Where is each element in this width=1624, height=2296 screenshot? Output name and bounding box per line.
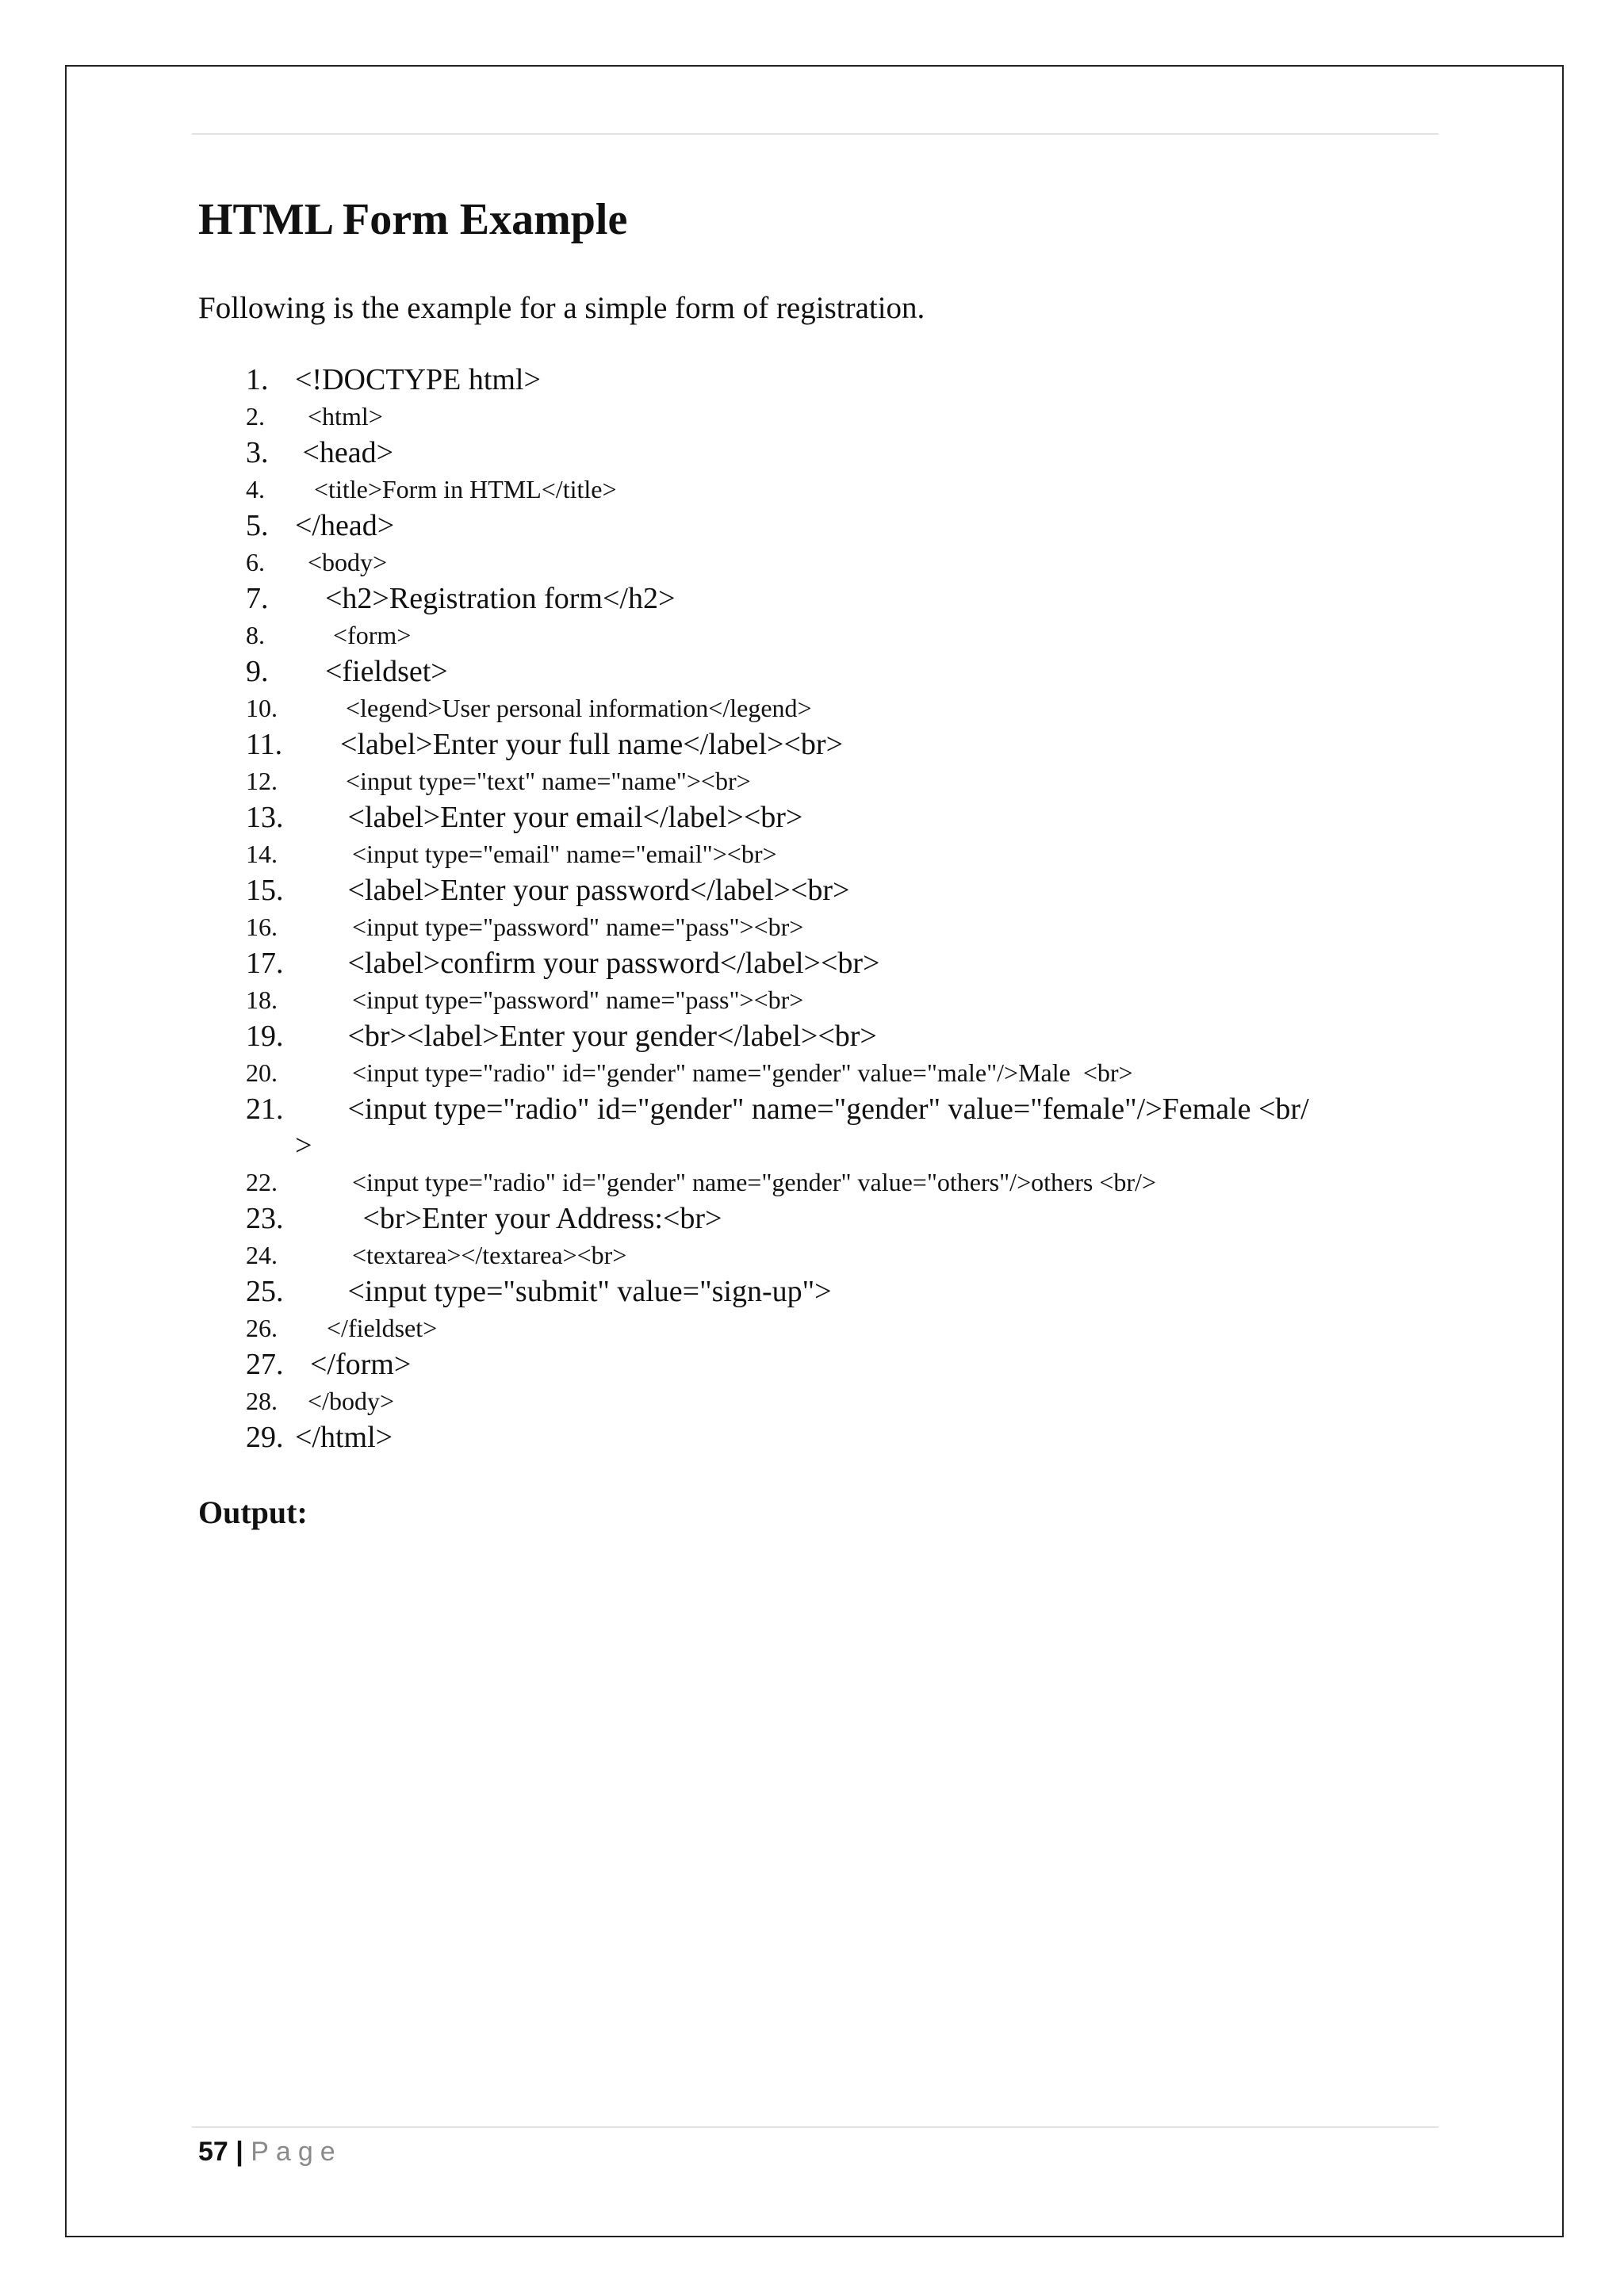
code-line: [0, 653, 1624, 690]
code-text: <input type="submit" value="sign-up">: [295, 1275, 832, 1308]
intro-paragraph: Following is the example for a simple form of registration.: [198, 291, 925, 325]
code-line: [0, 362, 1624, 398]
line-number: 19.: [246, 1020, 284, 1053]
line-number: 27.: [246, 1348, 284, 1381]
line-number: 10.: [246, 694, 278, 722]
line-number: 9.: [246, 655, 269, 688]
line-number: 17.: [246, 947, 284, 980]
code-text: <form>: [295, 621, 412, 649]
code-text: </fieldset>: [295, 1314, 438, 1342]
code-text: <textarea></textarea><br>: [295, 1241, 627, 1269]
page-label: Page: [251, 2137, 343, 2167]
line-number: 13.: [246, 801, 284, 834]
code-text: </head>: [295, 509, 395, 542]
code-line: [0, 1419, 1624, 1456]
page-footer: [198, 2136, 343, 2168]
code-line: [0, 1237, 1624, 1273]
code-text: <h2>Registration form</h2>: [295, 582, 676, 615]
code-line: [0, 398, 1624, 434]
code-text: <legend>User personal information</legend>: [295, 694, 812, 722]
line-number: 18.: [246, 985, 278, 1014]
code-line: [0, 1164, 1624, 1200]
code-line: [0, 763, 1624, 799]
code-line: [0, 799, 1624, 836]
line-number: 26.: [246, 1314, 278, 1342]
code-line: [0, 909, 1624, 945]
output-heading: Output:: [198, 1494, 308, 1530]
code-text: <!DOCTYPE html>: [295, 363, 541, 396]
code-text: <input type="text" name="name"><br>: [295, 767, 751, 795]
line-number: 20.: [246, 1058, 278, 1087]
page-separator: |: [236, 2137, 243, 2167]
code-text: <input type="radio" id="gender" name="gender" value="female"/>Female <br/: [295, 1093, 1309, 1126]
line-number: 25.: [246, 1275, 284, 1308]
footer-rule: [192, 2126, 1438, 2128]
line-number: 1.: [246, 363, 269, 396]
line-number: 12.: [246, 767, 278, 795]
line-number: 3.: [246, 436, 269, 469]
page-title: HTML Form Example: [198, 195, 628, 244]
code-line: [0, 690, 1624, 726]
page-number: 57: [198, 2137, 228, 2167]
line-number: 24.: [246, 1241, 278, 1269]
code-text: <input type="radio" id="gender" name="gender" value="male"/>Male <br>: [295, 1058, 1133, 1087]
line-number: 4.: [246, 475, 265, 503]
code-line: [0, 617, 1624, 653]
code-line: [0, 1310, 1624, 1346]
code-text: <title>Form in HTML</title>: [295, 475, 617, 503]
line-number: 5.: [246, 509, 269, 542]
code-text: <input type="password" name="pass"><br>: [295, 913, 804, 941]
line-number: 15.: [246, 874, 284, 907]
code-line: [0, 1018, 1624, 1054]
code-listing: [0, 362, 1624, 1456]
line-number: 11.: [246, 728, 283, 761]
code-line: [0, 1200, 1624, 1237]
code-text: <label>Enter your password</label><br>: [295, 874, 850, 907]
line-number: 6.: [246, 548, 265, 576]
code-text: </html>: [295, 1421, 393, 1454]
code-text: </body>: [295, 1387, 394, 1415]
code-text: </form>: [295, 1348, 412, 1381]
code-text: <input type="password" name="pass"><br>: [295, 985, 804, 1014]
code-text: <body>: [295, 548, 388, 576]
code-text: <label>confirm your password</label><br>: [295, 947, 880, 980]
code-text: <label>Enter your email</label><br>: [295, 801, 803, 834]
line-number: 7.: [246, 582, 269, 615]
code-text: <label>Enter your full name</label><br>: [295, 728, 843, 761]
code-text: <html>: [295, 402, 383, 430]
code-line: [0, 1346, 1624, 1383]
code-line: [0, 507, 1624, 544]
line-number: 14.: [246, 840, 278, 868]
code-line: [0, 836, 1624, 872]
code-text: <input type="email" name="email"><br>: [295, 840, 777, 868]
line-number: 29.: [246, 1421, 284, 1454]
code-text-continuation: >: [295, 1129, 312, 1162]
code-text: <fieldset>: [295, 655, 448, 688]
code-line: [0, 1054, 1624, 1091]
code-line: [0, 872, 1624, 909]
code-line: [0, 544, 1624, 580]
line-number: 23.: [246, 1202, 284, 1235]
code-line: [0, 580, 1624, 617]
code-line: [0, 471, 1624, 507]
code-line: [0, 1383, 1624, 1419]
code-line: [0, 945, 1624, 982]
code-text: <input type="radio" id="gender" name="gender" value="others"/>others <br/>: [295, 1168, 1156, 1196]
code-line: [0, 726, 1624, 763]
line-number: 2.: [246, 402, 265, 430]
code-text: <br><label>Enter your gender</label><br>: [295, 1020, 877, 1053]
line-number: 22.: [246, 1168, 278, 1196]
code-text: <head>: [295, 436, 394, 469]
header-rule: [192, 133, 1438, 135]
code-line: [0, 1091, 1624, 1164]
line-number: 21.: [246, 1093, 284, 1126]
code-text: <br>Enter your Address:<br>: [295, 1202, 722, 1235]
code-line: [0, 982, 1624, 1018]
code-line: [0, 434, 1624, 471]
line-number: 8.: [246, 621, 265, 649]
code-line: [0, 1273, 1624, 1310]
line-number: 16.: [246, 913, 278, 941]
line-number: 28.: [246, 1387, 278, 1415]
